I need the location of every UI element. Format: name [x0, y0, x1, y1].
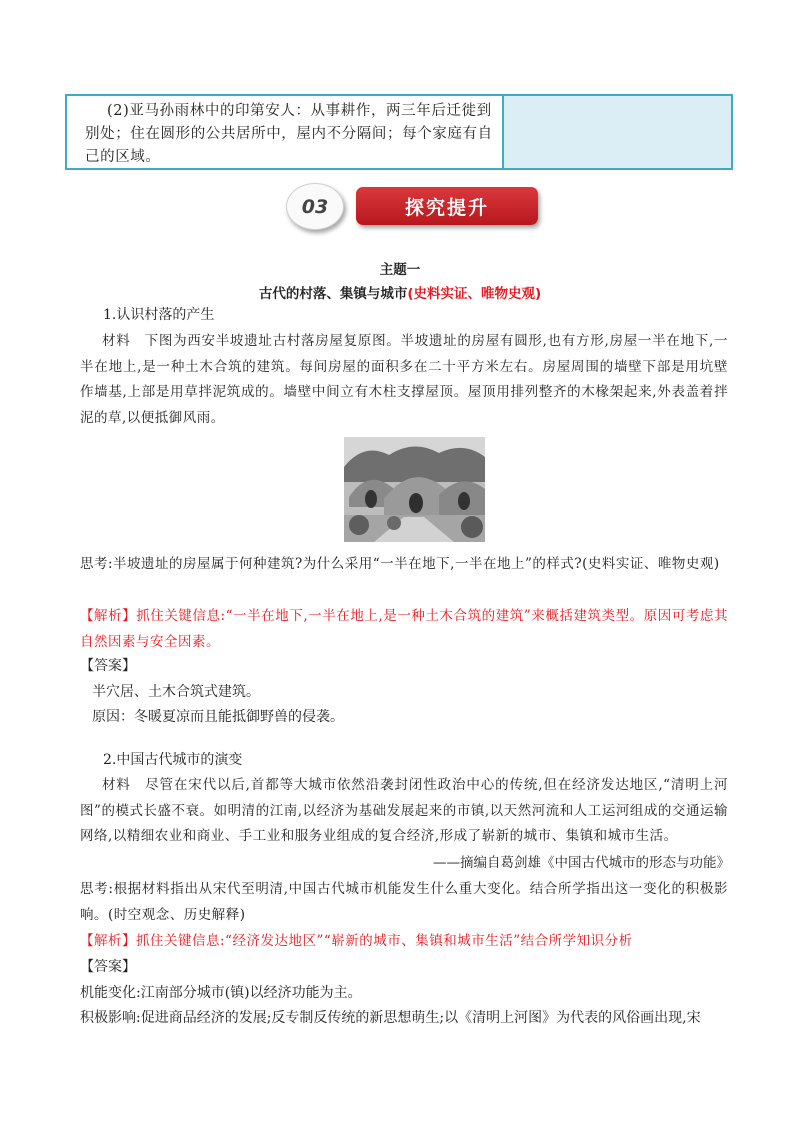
- section2-answer-line-2: 积极影响:促进商品经济的发展;反专制反传统的新思想萌生;以《清明上河图》为代表的风俗画出现,宋: [80, 1010, 701, 1026]
- section1-heading: 1.认识村落的产生: [103, 307, 215, 323]
- section2-answer-tag: 【答案】: [80, 959, 136, 975]
- table-cell-text: [67, 96, 504, 168]
- theme-label: 主题一: [379, 262, 421, 278]
- section-number-badge: 03: [286, 183, 344, 230]
- section1-answer-line-2: 原因：冬暖夏凉而且能抵御野兽的侵袭。: [92, 709, 344, 725]
- section2-material: [80, 773, 728, 850]
- section2-analysis: [80, 929, 728, 955]
- section2-material-text: 材料 尽管在宋代以后,首都等大城市依然沿袭封闭性政治中心的传统,但在经济发达地区,“清明上河图”的模式长盛不衰。如明清的江南,以经济为基础发展起来的市镇,以天然河流和人工运河组成的交通运输网络,以精细农业和商业、手工业和服务业组成的复合经济,形成了崭新的城市、集镇和城市生活。: [80, 777, 728, 844]
- section2-analysis-text: 抓住关键信息:“经济发达地区”“崭新的城市、集镇和城市生活”结合所学知识分析: [136, 933, 633, 949]
- section2-source: ——摘编自葛剑雄《中国古代城市的形态与功能》: [433, 855, 730, 871]
- section-title-badge: 探究提升: [356, 187, 538, 225]
- section2-answer-line-1: 机能变化:江南部分城市(镇)以经济功能为主。: [80, 985, 362, 1001]
- banpo-house-photo: [344, 437, 485, 542]
- section1-answer-line-1: 半穴居、土木合筑式建筑。: [92, 684, 260, 700]
- theme-title-tag: (史料实证、唯物史观): [407, 286, 542, 302]
- section1-analysis-tag: 【解析】: [80, 608, 137, 624]
- comparison-table: [65, 94, 733, 170]
- banpo-house-illustration: [344, 437, 485, 542]
- section1-material: [80, 329, 728, 431]
- section2-think-text: 思考:根据材料指出从宋代至明清,中国古代城市机能发生什么重大变化。结合所学指出这一变化的积极影响。(时空观念、历史解释): [80, 881, 728, 923]
- section1-think: [80, 552, 728, 578]
- section1-analysis-text: 抓住关键信息:“一半在地下,一半在地上,是一种土木合筑的建筑”来概括建筑类型。原因可考虑其自然因素与安全因素。: [80, 608, 728, 650]
- section1-think-text: 思考:半坡遗址的房屋属于何种建筑?为什么采用“一半在地下,一半在地上”的样式?(史料实证、唯物史观): [80, 556, 720, 572]
- section2-heading: 2.中国古代城市的演变: [103, 752, 243, 768]
- section1-material-text: 材料 下图为西安半坡遗址古村落房屋复原图。半坡遗址的房屋有圆形,也有方形,房屋一半在地下,一半在地上,是一种土木合筑的建筑。每间房屋的面积多在二十平方米左右。房屋周围的墙壁下部是用坑壁作墙基,上部是用草拌泥筑成的。墙壁中间立有木柱支撑屋顶。屋顶用排列整齐的木椽架起来,外表盖着拌泥的草,以便抵御风雨。: [80, 333, 728, 426]
- theme-title: [0, 282, 800, 302]
- section1-analysis: [80, 604, 728, 655]
- section1-answer-tag: 【答案】: [80, 658, 136, 674]
- section2-analysis-tag: 【解析】: [80, 933, 136, 949]
- section-banner: [286, 183, 540, 228]
- table-cell-blank: [504, 96, 731, 168]
- table-cell-paragraph: (2)亚马孙雨林中的印第安人：从事耕作，两三年后迁徙到别处；住在圆形的公共居所中，屋内不分隔间；每个家庭有自己的区域。: [85, 103, 493, 165]
- theme-title-main: 古代的村落、集镇与城市: [258, 286, 408, 302]
- section2-think: [80, 877, 728, 928]
